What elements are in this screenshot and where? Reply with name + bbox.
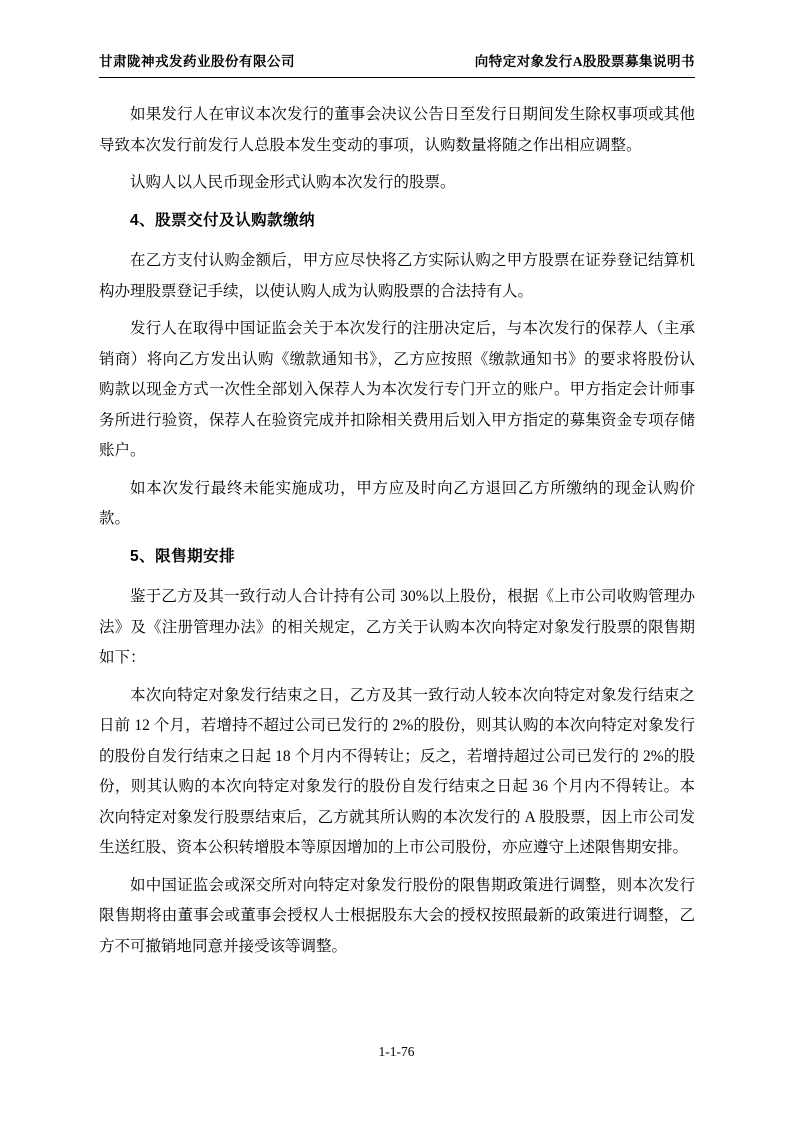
page-header (99, 50, 695, 78)
document-body (99, 100, 695, 969)
paragraph-registration-procedure: 在乙方支付认购金额后，甲方应尽快将乙方实际认购之甲方股票在证券登记结算机构办理股票登记手续，以使认购人成为认购股票的合法持有人。 (99, 252, 695, 300)
paragraph-lockup-policy-adjustment: 如中国证监会或深交所对向特定对象发行股份的限售期政策进行调整，则本次发行限售期将由董事会或董事会授权人士根据股东大会的授权按照最新的政策进行调整，乙方不可撤销地同意并接受该等调整。 (99, 876, 695, 955)
paragraph-lockup-terms: 本次向特定对象发行结束之日，乙方及其一致行动人较本次向特定对象发行结束之日前 12 个月，若增持不超过公司已发行的 2%的股份，则其认购的本次向特定对象发行的股份自发行结束之日起 18 个月内不得转让；反之，若增持超过公司已发行的 2%的股份，则其认购的本次向特定对象发行的股份自发行结束之日起 36 个月内不得转让。本次向特定对象发行股票结束后，乙方就其所认购的本次发行的 A 股股票，因上市公司发生送红股、资本公积转增股本等原因增加的上市公司股份，亦应遵守上述限售期安排。 (99, 686, 695, 856)
header-company-name: 甘肃陇神戎发药业股份有限公司 (99, 54, 295, 69)
page-footer (0, 1044, 793, 1060)
header-document-title: 向特定对象发行A股股票募集说明书 (474, 54, 695, 69)
paragraph-refund-clause: 如本次发行最终未能实施成功，甲方应及时向乙方退回乙方所缴纳的现金认购价款。 (99, 479, 695, 527)
section-heading-5-lockup: 5、限售期安排 (130, 547, 236, 565)
paragraph-payment-notice: 发行人在取得中国证监会关于本次发行的注册决定后，与本次发行的保荐人（主承销商）将向乙方发出认购《缴款通知书》，乙方应按照《缴款通知书》的要求将股份认购款以现金方式一次性全部划入保荐人为本次发行专门开立的账户。甲方指定会计师事务所进行验资，保荐人在验资完成并扣除相关费用后划入甲方指定的募集资金专项存储账户。 (99, 320, 695, 459)
section-heading-4-payment: 4、股票交付及认购款缴纳 (130, 211, 316, 229)
paragraph-adjustment-clause: 如果发行人在审议本次发行的董事会决议公告日至发行日期间发生除权事项或其他导致本次发行前发行人总股本发生变动的事项，认购数量将随之作出相应调整。 (99, 106, 695, 154)
paragraph-lockup-basis: 鉴于乙方及其一致行动人合计持有公司 30%以上股份，根据《上市公司收购管理办法》及《注册管理办法》的相关规定，乙方关于认购本次向特定对象发行股票的限售期如下： (99, 588, 695, 666)
paragraph-cash-subscription: 认购人以人民币现金形式认购本次发行的股票。 (130, 174, 456, 191)
page-number: 1-1-76 (378, 1044, 415, 1059)
